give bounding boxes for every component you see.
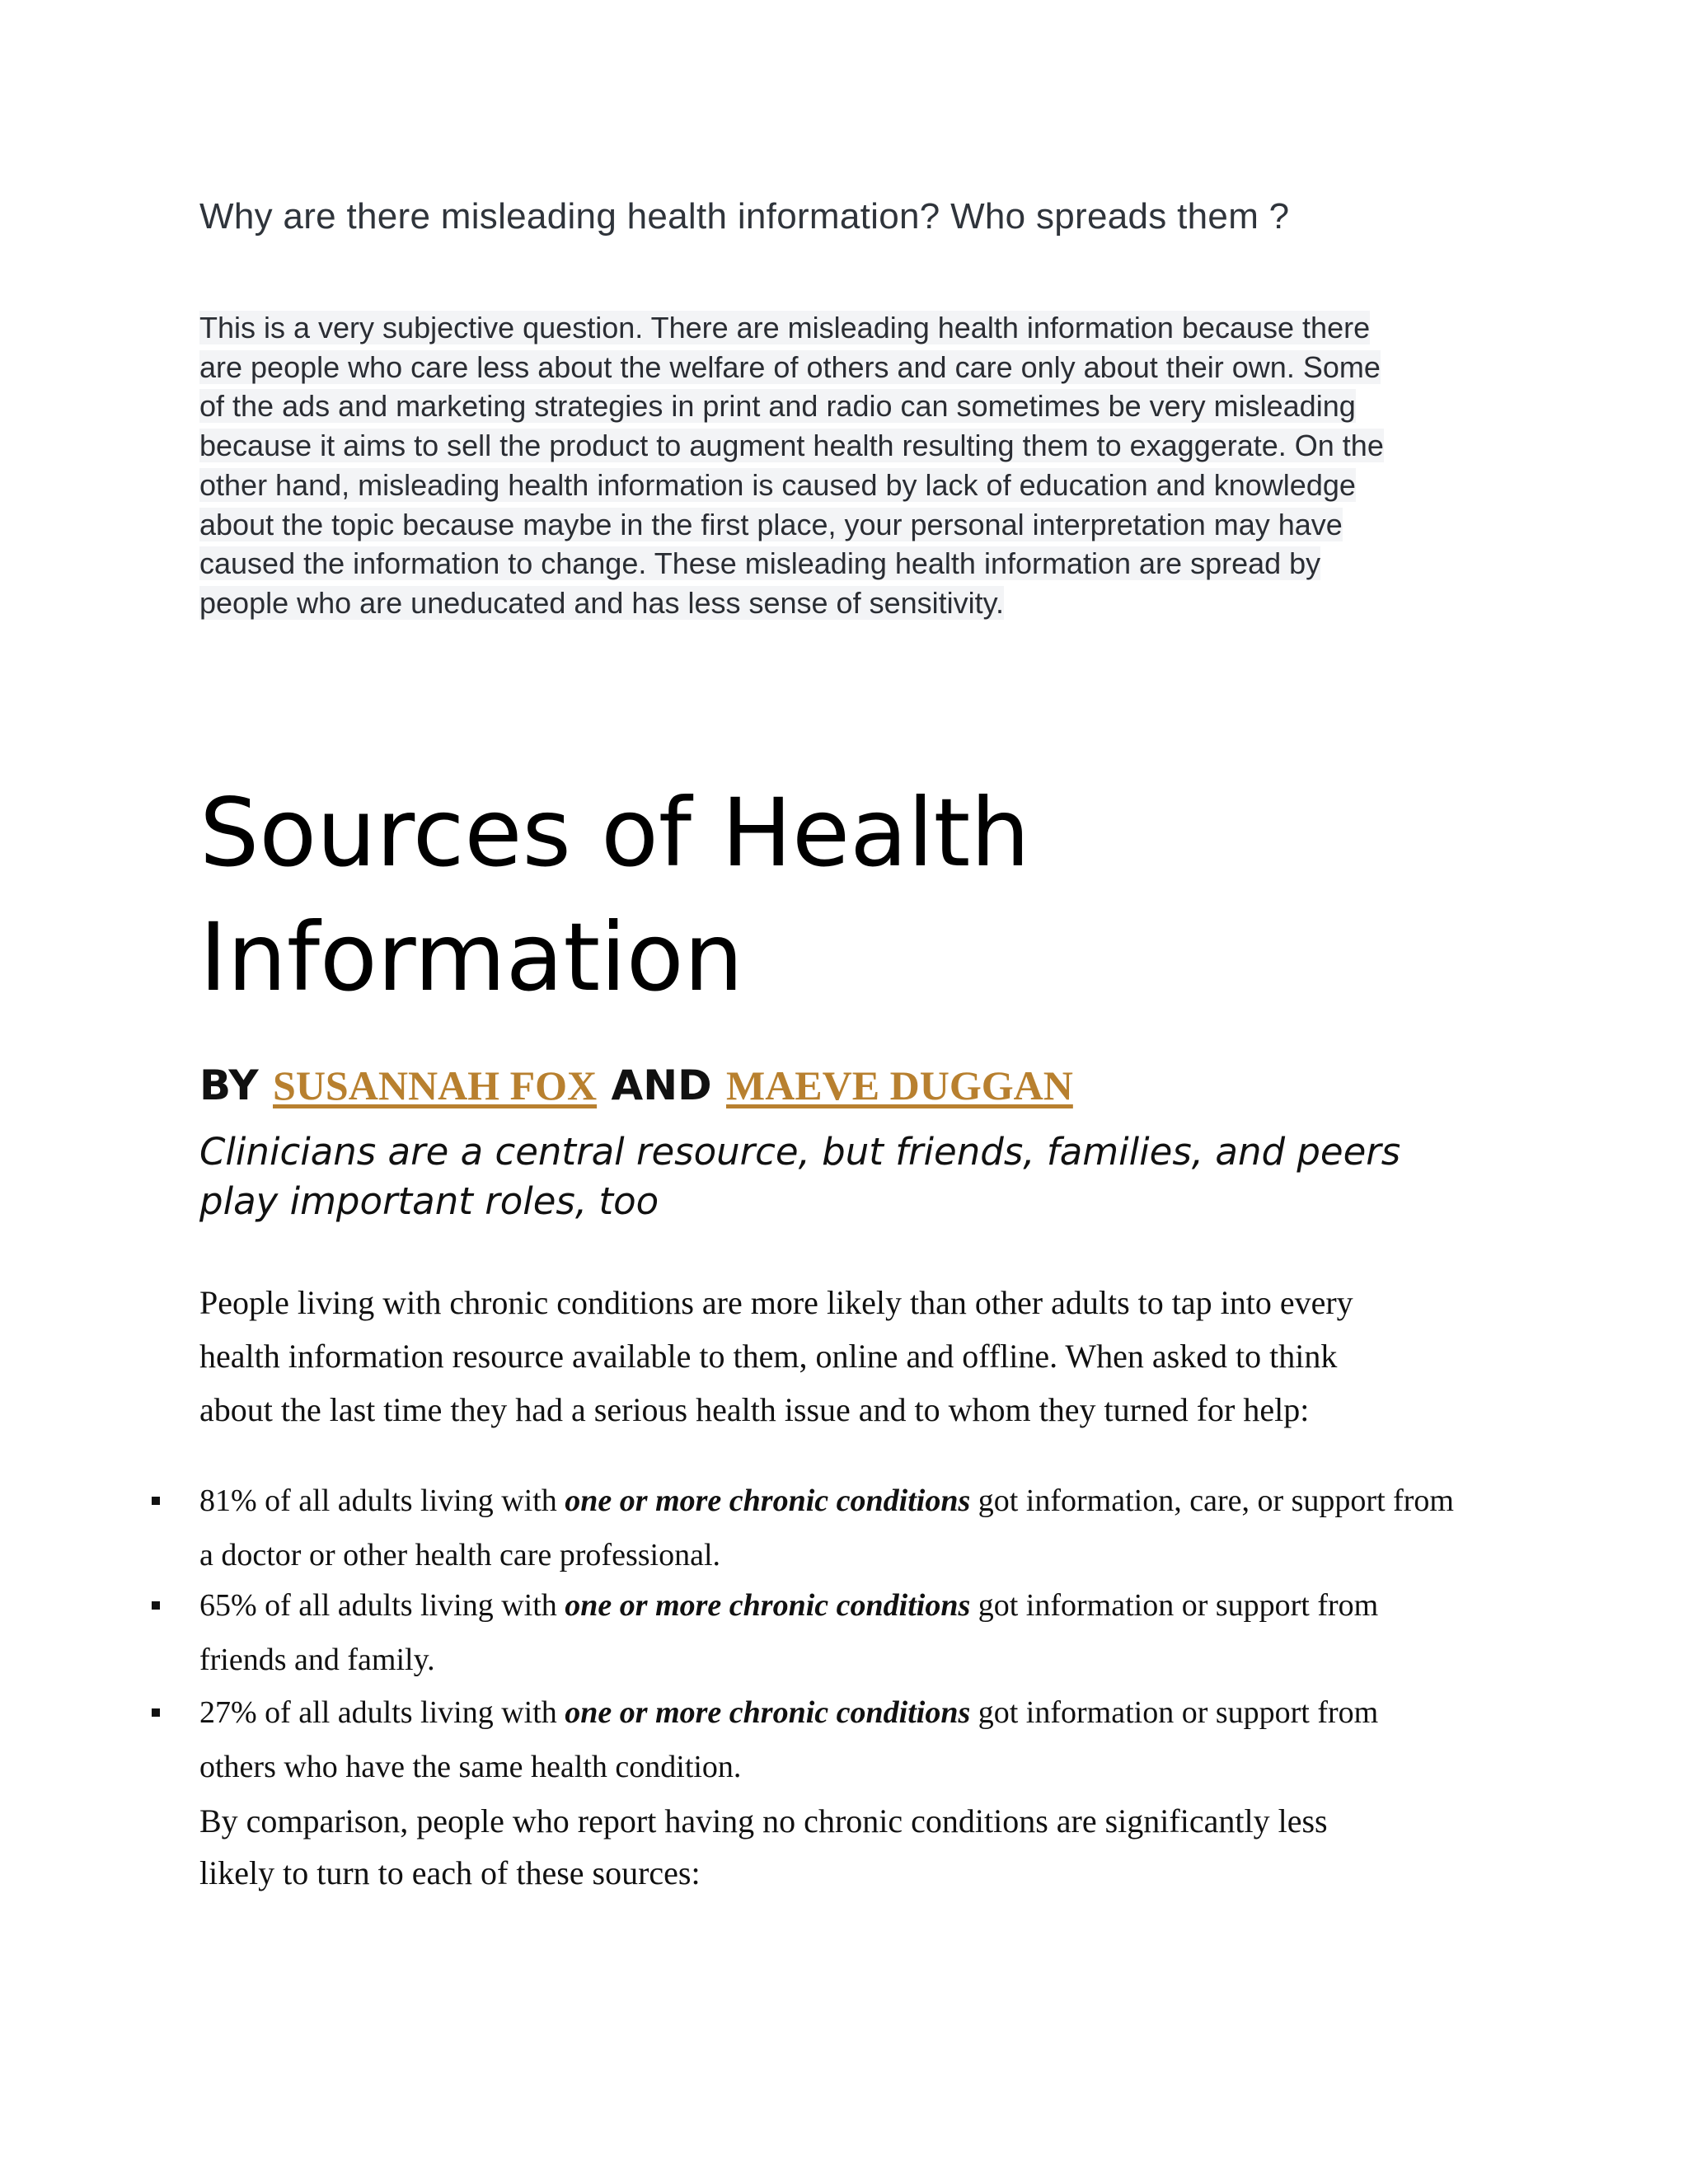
list-item: 27% of all adults living with one or more chronic conditions got information or support from others who have the same health condition. bbox=[199, 1685, 1535, 1794]
answer-line: about the topic because maybe in the first place, your personal interpretation may have bbox=[199, 507, 1343, 541]
list-item: 81% of all adults living with one or more chronic conditions got information, care, or support from a doctor or other health care professional. bbox=[199, 1474, 1535, 1582]
list-item: 65% of all adults living with one or more chronic conditions got information or support from friends and family. bbox=[199, 1578, 1535, 1687]
byline bbox=[199, 1062, 1073, 1109]
answer-line: are people who care less about the welfare of others and care only about their own. Some bbox=[199, 349, 1381, 384]
question-heading: Why are there misleading health information? Who spreads them ? bbox=[199, 196, 1290, 237]
article-title: Sources of Health Information bbox=[199, 778, 1030, 1012]
square-bullet-icon bbox=[152, 1497, 160, 1505]
article-subtitle: Clinicians are a central resource, but friends, families, and peers play important roles, too bbox=[199, 1130, 1401, 1223]
intro-paragraph: People living with chronic conditions are more likely than other adults to tap into every health information resource available to them, online and offline. When asked to think about the last time they had a serious health issue and to whom they turned for help: bbox=[199, 1284, 1353, 1428]
answer-line: caused the information to change. These misleading health information are spread by bbox=[199, 546, 1321, 581]
comparison-paragraph: By comparison, people who report having no chronic conditions are significantly less likely to turn to each of these sources: bbox=[199, 1802, 1328, 1891]
emphasis-text: one or more chronic conditions bbox=[565, 1588, 971, 1623]
answer-paragraph bbox=[199, 308, 1485, 623]
answer-line: because it aims to sell the product to augment health resulting them to exaggerate. On the bbox=[199, 429, 1384, 463]
emphasis-text: one or more chronic conditions bbox=[565, 1483, 971, 1518]
author-link-maeve-duggan[interactable]: MAEVE DUGGAN bbox=[726, 1062, 1073, 1108]
answer-line: people who are uneducated and has less sense of sensitivity. bbox=[199, 585, 1004, 620]
emphasis-text: one or more chronic conditions bbox=[565, 1695, 971, 1730]
byline-and: AND bbox=[611, 1062, 712, 1109]
square-bullet-icon bbox=[152, 1601, 160, 1610]
byline-by: BY bbox=[199, 1062, 259, 1109]
answer-line: other hand, misleading health information is caused by lack of education and knowledge bbox=[199, 467, 1356, 502]
square-bullet-icon bbox=[152, 1708, 160, 1717]
answer-line: This is a very subjective question. There are misleading health information because there bbox=[199, 311, 1371, 344]
author-link-susannah-fox[interactable]: SUSANNAH FOX bbox=[273, 1062, 598, 1108]
answer-line: of the ads and marketing strategies in print and radio can sometimes be very misleading bbox=[199, 389, 1356, 424]
